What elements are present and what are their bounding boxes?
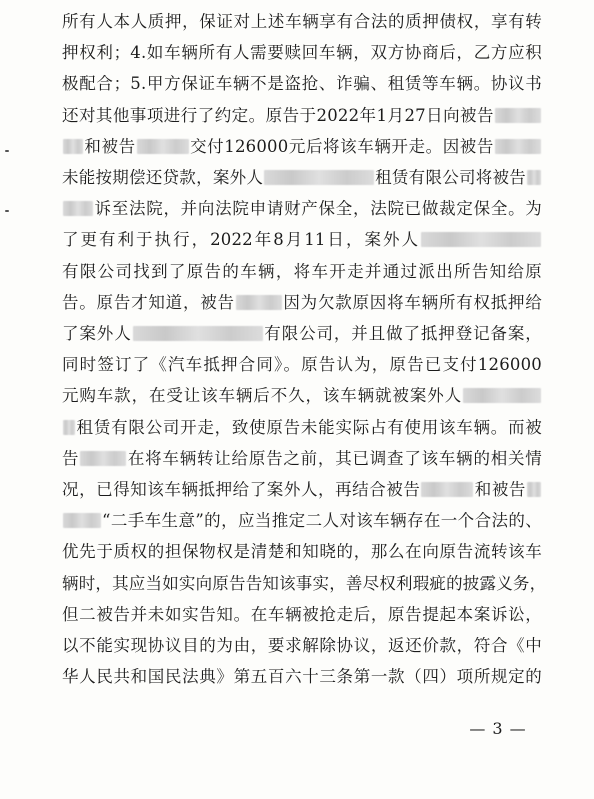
text-line xyxy=(62,351,542,379)
text-line xyxy=(62,39,542,67)
text-line xyxy=(62,258,542,286)
redaction-block xyxy=(63,201,93,216)
redaction-block xyxy=(463,388,541,403)
redaction-block xyxy=(495,108,541,123)
text-segment: 况，已得知该车辆抵押给了案外人，再结合被告 xyxy=(62,480,421,499)
redaction-block xyxy=(264,170,374,185)
text-segment: 押权利；4.如车辆所有人需要赎回车辆，双方协商后，乙方应积 xyxy=(62,43,542,63)
text-segment: 告 xyxy=(62,448,80,468)
redaction-block xyxy=(495,139,541,154)
text-segment: 元购车款，在受让该车辆后不久，该车辆就被案外人 xyxy=(62,386,462,406)
text-segment: 未能按期偿还贷款，案外人 xyxy=(62,168,264,187)
margin-mark xyxy=(5,210,9,212)
text-segment: 还对其他事项进行了约定。原告于2022年1月27日向被告 xyxy=(62,105,494,125)
redaction-block xyxy=(63,139,83,154)
margin-mark xyxy=(5,150,9,152)
text-segment: 在将车辆转让给原告之前，其已调查了该车辆的相关情 xyxy=(127,448,542,468)
text-segment: 租赁有限公司开走，致使原告未能实际占有使用该车辆。而被 xyxy=(76,417,542,437)
text-segment: 有限公司，并且做了抵押登记备案， xyxy=(263,324,542,343)
redaction-block xyxy=(421,232,541,247)
redaction-block xyxy=(527,482,541,497)
text-line xyxy=(62,414,542,442)
text-line xyxy=(62,226,542,254)
text-line xyxy=(62,601,542,629)
text-segment: 诉至法院，并向法院申请财产保全，法院已做裁定保全。为 xyxy=(94,199,542,219)
text-line xyxy=(62,538,542,566)
text-line xyxy=(62,8,542,36)
page-number: — 3 — xyxy=(469,719,527,738)
text-line xyxy=(62,102,542,130)
text-segment: 极配合；5.甲方保证车辆不是盗抢、诈骗、租赁等车辆。协议书 xyxy=(62,74,542,94)
text-segment: 华人民共和国民法典》第五百六十三条第一款（四）项所规定的 xyxy=(62,667,542,687)
text-line xyxy=(62,663,542,691)
redaction-block xyxy=(63,513,101,528)
text-line xyxy=(62,320,542,348)
text-segment: 了案外人 xyxy=(62,324,132,343)
text-segment: 所有人本人质押，保证对上述车辆享有合法的质押债权，享有转 xyxy=(62,12,542,31)
redaction-block xyxy=(133,326,263,341)
text-line xyxy=(62,570,547,598)
text-line xyxy=(62,289,542,317)
text-segment: 同时签订了《汽车抵押合同》。原告认为，原告已支付126000 xyxy=(62,355,542,375)
text-segment: 优先于质权的担保物权是清楚和知晓的，那么在向原告流转该车 xyxy=(62,542,542,562)
text-segment: “二手车生意”的，应当推定二人对该车辆存在一个合法的、 xyxy=(102,511,542,531)
text-segment: 辆时，其应当如实向原告告知该事实，善尽权利瑕疵的披露义务， xyxy=(62,573,547,593)
text-line xyxy=(62,195,542,223)
text-segment: 告。原告才知道，被告 xyxy=(62,292,235,312)
redaction-block xyxy=(137,139,189,154)
text-line xyxy=(62,70,542,98)
redaction-block xyxy=(63,420,75,435)
redaction-block xyxy=(527,170,541,185)
text-segment: 和被告 xyxy=(474,480,526,499)
text-line xyxy=(62,164,542,192)
redaction-block xyxy=(236,295,282,310)
text-line xyxy=(62,476,542,504)
text-segment: 交付126000元后将该车辆开走。因被告 xyxy=(189,136,494,156)
redaction-block xyxy=(80,451,126,466)
text-line xyxy=(62,133,542,161)
text-segment: 因为欠款原因将车辆所有权抵押给 xyxy=(282,292,543,312)
text-segment: 以不能实现协议目的为由，要求解除协议，返还价款，符合《中 xyxy=(62,636,542,655)
text-segment: 租赁有限公司将被告 xyxy=(375,168,526,187)
text-line xyxy=(62,445,542,473)
text-segment: 和被告 xyxy=(84,136,136,156)
text-line xyxy=(62,507,542,535)
redaction-block xyxy=(421,482,473,497)
text-segment: 了更有利于执行，2022年8月11日，案外人 xyxy=(62,230,420,250)
text-segment: 有限公司找到了原告的车辆，将车开走并通过派出所告知给原 xyxy=(62,261,542,281)
text-line xyxy=(62,382,542,410)
text-segment: 但二被告并未如实告知。在车辆被抢走后，原告提起本案诉讼， xyxy=(62,604,542,624)
text-line xyxy=(62,632,542,660)
